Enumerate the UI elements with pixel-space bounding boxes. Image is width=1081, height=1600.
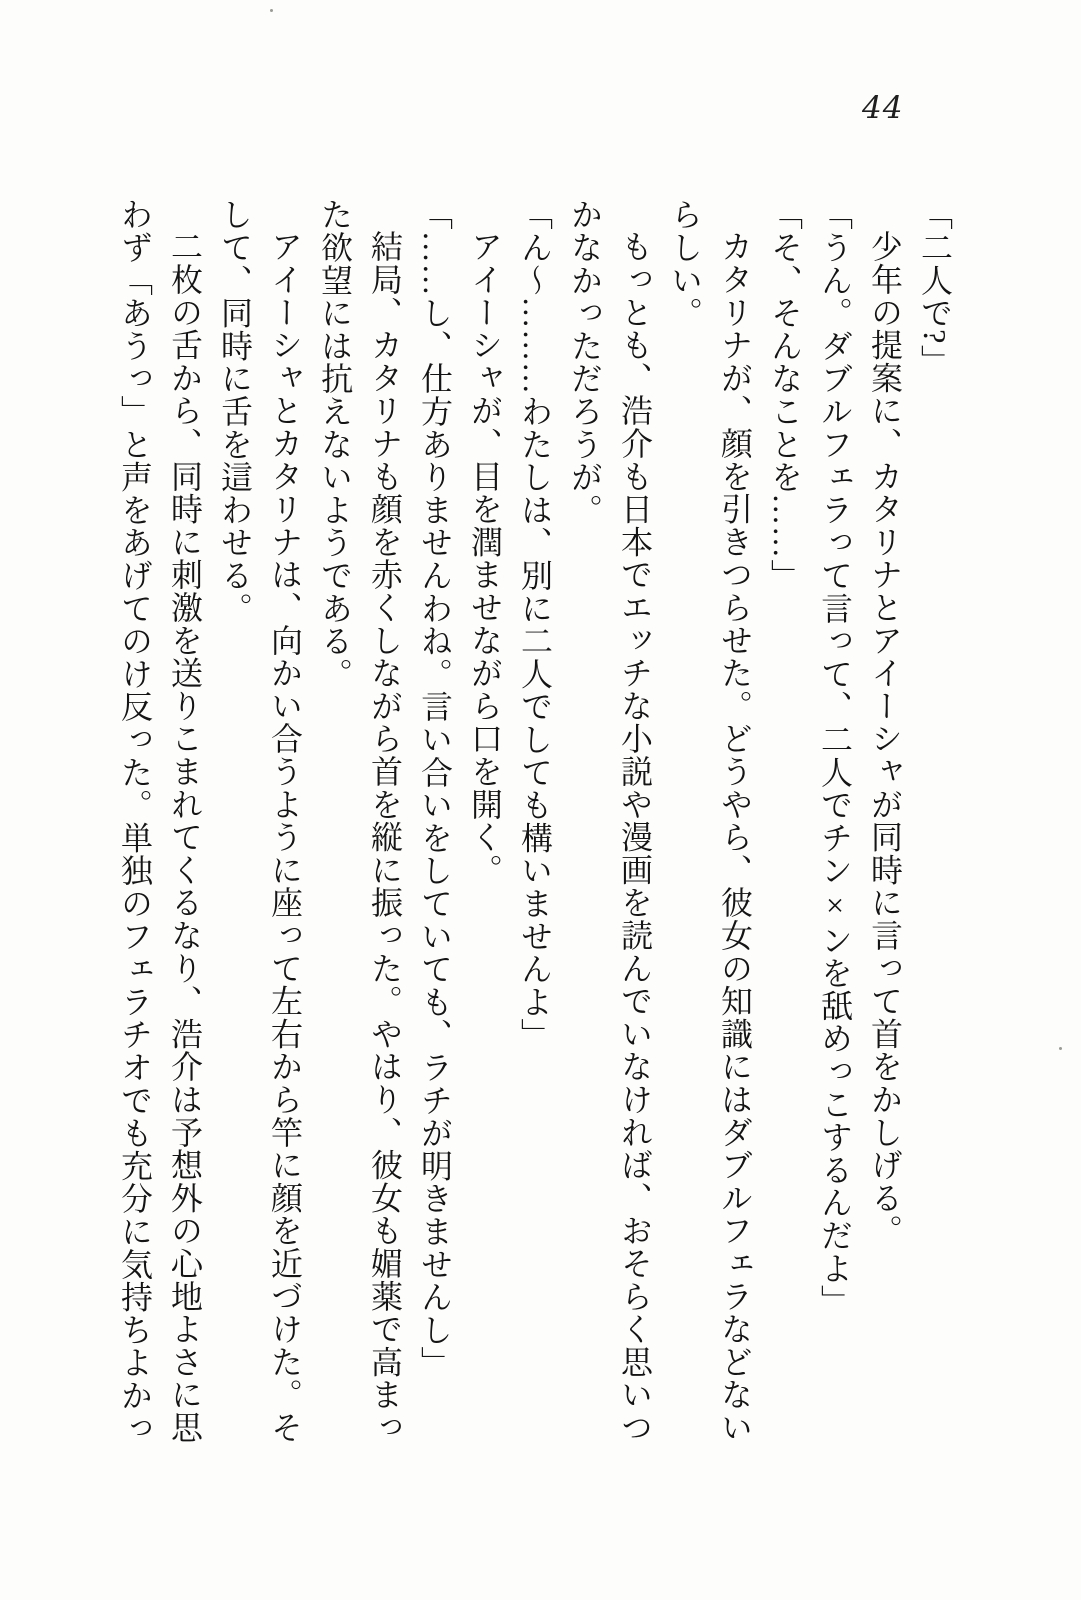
- text-line: 「そ、そんなことを……」: [767, 198, 803, 592]
- text-line: 「二人で?」: [917, 198, 953, 378]
- text-line: して、同時に舌を這わせる。: [217, 198, 253, 625]
- scan-artifact-dot: [270, 9, 273, 12]
- text-line: 「うん。ダブルフェラって言って、二人でチン×ンを舐めっこするんだよ」: [817, 198, 853, 1318]
- text-line: 結局、カタリナも顔を赤くしながら首を縦に振った。やはり、彼女も媚薬で高まっ: [367, 230, 403, 1444]
- text-line: わず「あうっ」と声をあげてのけ反った。単独のフェラチオでも充分に気持ちよかっ: [117, 198, 153, 1445]
- text-line: かなかっただろうが。: [567, 198, 603, 526]
- text-line: 少年の提案に、カタリナとアイーシャが同時に言って首をかしげる。: [867, 230, 903, 1247]
- text-line: 「ん〜………わたしは、別に二人でしても構いませんよ」: [517, 198, 553, 1051]
- text-line: アイーシャが、目を潤ませながら口を開く。: [467, 230, 503, 886]
- text-line: アイーシャとカタリナは、向かい合うように座って左右から竿に顔を近づけた。そ: [267, 230, 303, 1444]
- scan-artifact-dot: [1059, 1047, 1062, 1050]
- vertical-text-block: [110, 198, 960, 1450]
- text-line: もっとも、浩介も日本でエッチな小説や漫画を読んでいなければ、おそらく思いつ: [617, 230, 653, 1444]
- text-line: 「……し、仕方ありませんわね。言い合いをしていても、ラチが明きませんし」: [417, 198, 453, 1379]
- text-line: らしい。: [667, 198, 703, 330]
- page-number: 44: [862, 90, 904, 126]
- text-line: 二枚の舌から、同時に刺激を送りこまれてくるなり、浩介は予想外の心地よさに思: [167, 230, 203, 1444]
- text-line: た欲望には抗えないようである。: [317, 198, 353, 690]
- text-line: カタリナが、顔を引きつらせた。どうやら、彼女の知識にはダブルフェラなどない: [717, 230, 753, 1444]
